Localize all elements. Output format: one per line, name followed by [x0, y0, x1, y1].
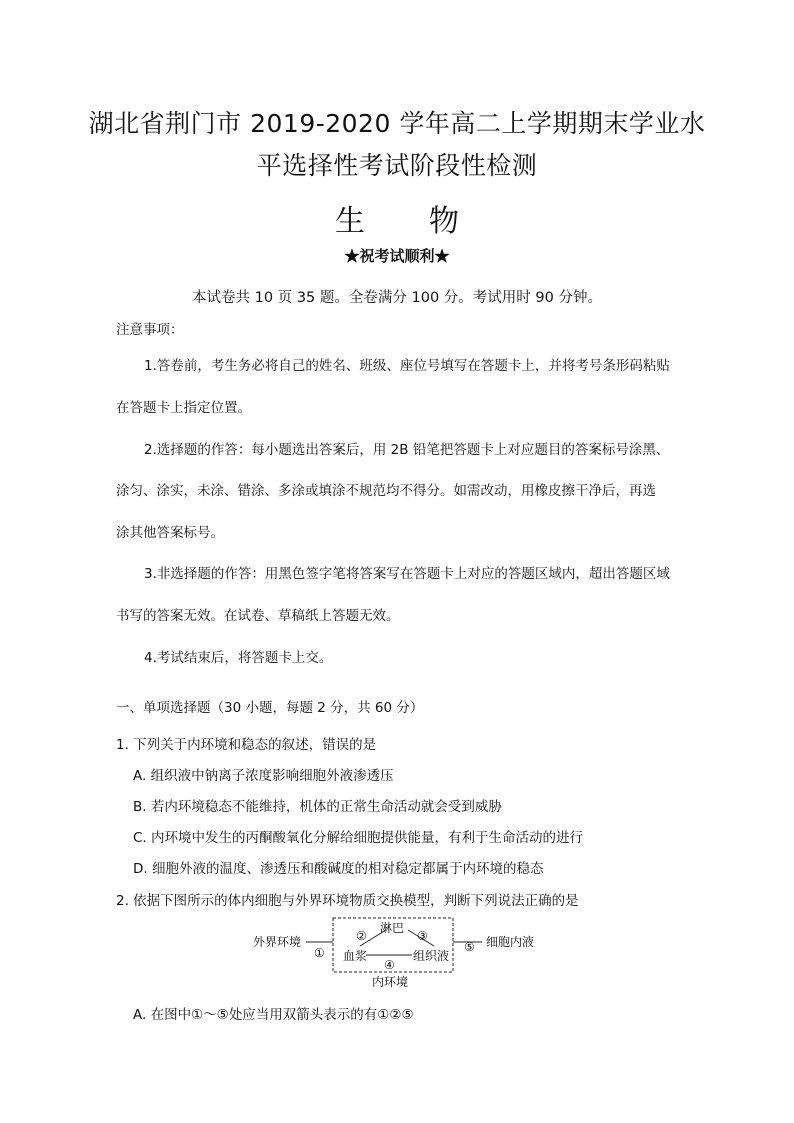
exam-info: 本试卷共 10 页 35 题。全卷满分 100 分。考试用时 90 分钟。	[192, 290, 602, 306]
question-1-stem: 1. 下列关于内环境和稳态的叙述，错误的是	[116, 737, 377, 753]
subject-char-1: 生	[335, 204, 365, 239]
plasma-label: 血浆	[343, 949, 368, 963]
question-2-option-a: A. 在图中①～⑤处应当用双箭头表示的有①②⑤	[133, 1007, 414, 1023]
note-4: 4.考试结束后，将答题卡上交。	[144, 650, 333, 666]
question-1-option-d: D. 细胞外液的温度、渗透压和酸碱度的相对稳定都属于内环境的稳态	[133, 861, 544, 877]
question-1-option-c: C. 内环境中发生的丙酮酸氧化分解给细胞提供能量，有利于生命活动的进行	[133, 830, 584, 846]
note-1-line-1: 1.答卷前，考生务必将自己的姓名、班级、座位号填写在答题卡上，并将考号条形码粘贴	[144, 358, 670, 374]
intracellular-fluid-label: 细胞内液	[486, 935, 535, 949]
notes-heading: 注意事项：	[116, 322, 184, 338]
marker-1: ①	[314, 946, 325, 960]
exam-title-line1: 湖北省荆门市 2019-2020 学年高二上学期期末学业水	[88, 109, 706, 138]
note-3-line-1: 3.非选择题的作答：用黑色签字笔将答案写在答题卡上对应的答题区域内，超出答题区域	[144, 566, 670, 582]
marker-3: ③	[417, 929, 428, 943]
note-3-line-2: 书写的答案无效。在试卷、草稿纸上答题无效。	[116, 608, 400, 624]
tissue-fluid-label: 组织液	[413, 949, 450, 963]
note-2-line-2: 涂匀、涂实，未涂、错涂、多涂或填涂不规范均不得分。如需改动，用橡皮擦干净后，再选	[116, 483, 656, 499]
good-luck-line: ★祝考试顺利★	[344, 247, 450, 265]
marker-4: ④	[384, 958, 395, 972]
marker-2: ②	[356, 929, 367, 943]
question-1-option-b: B. 若内环境稳态不能维持，机体的正常生命活动就会受到威胁	[133, 799, 502, 815]
note-1-line-2: 在答题卡上指定位置。	[116, 400, 251, 416]
lymph-label: 淋巴	[380, 921, 405, 935]
internal-environment-label: 内环境	[372, 975, 409, 989]
subject-char-2: 物	[429, 204, 459, 239]
question-2-stem: 2. 依据下图所示的体内细胞与外界环境物质交换模型，判断下列说法正确的是	[116, 893, 579, 909]
subject-title	[0, 196, 794, 240]
note-2-line-3: 涂其他答案标号。	[116, 525, 224, 541]
marker-5: ⑤	[464, 940, 475, 954]
note-2-line-1: 2.选择题的作答：每小题选出答案后，用 2B 铅笔把答题卡上对应题目的答案标号涂黑、	[144, 442, 670, 458]
exam-title-line2: 平选择性考试阶段性检测	[256, 151, 538, 180]
outside-environment-label: 外界环境	[253, 935, 302, 949]
material-exchange-diagram	[250, 912, 550, 990]
question-1-option-a: A. 组织液中钠离子浓度影响细胞外液渗透压	[133, 768, 394, 784]
section-1-heading: 一、单项选择题（30 小题，每题 2 分，共 60 分）	[116, 700, 424, 716]
